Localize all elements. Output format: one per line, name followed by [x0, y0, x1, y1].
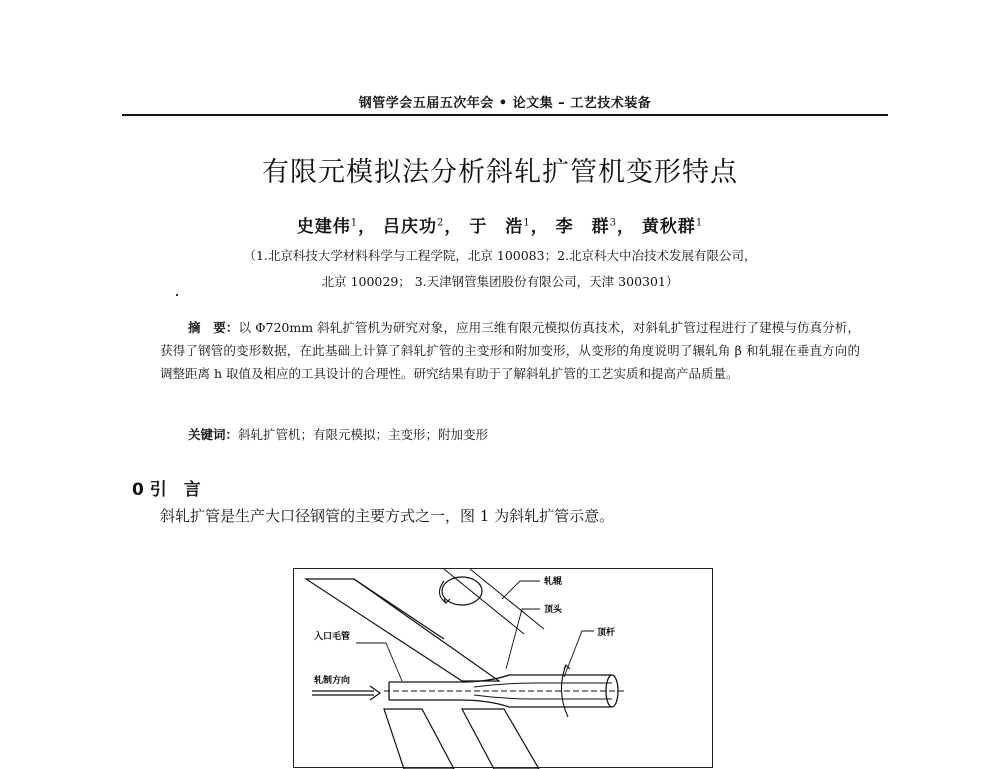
figure-drawing [294, 569, 714, 769]
author-name: 黄秋群 [641, 217, 696, 237]
author-separator: ， [444, 217, 463, 237]
author-affil-mark: 2 [437, 217, 445, 229]
label-roll: 轧辊 [544, 577, 563, 587]
author-separator: ， [358, 217, 377, 237]
running-header: 钢管学会五届五次年会 • 论文集 – 工艺技术装备 [358, 96, 652, 111]
author-separator: ， [530, 217, 549, 237]
affiliation-line-1: （1.北京科技大学材料科学与工程学院，北京 100083；2.北京科大中冶技术发展有限公司， [243, 248, 757, 263]
author-name: 李 群 [555, 217, 610, 237]
section-heading: 0 引 言 [132, 480, 201, 500]
author-affil-mark: 1 [695, 217, 704, 229]
figure-1 [293, 568, 713, 768]
author-separator: ， [616, 217, 635, 237]
paper-title: 有限元模拟法分析斜轧扩管机变形特点 [262, 157, 738, 188]
affiliation-line-2: 北京 100029； 3.天津钢管集团股份有限公司，天津 300301） [321, 274, 679, 289]
label-rolling-direction: 轧制方向 [314, 676, 351, 686]
keywords-label: 关键词： [188, 427, 239, 442]
plug-and-rod [384, 683, 624, 699]
abstract-label: 摘 要： [188, 320, 239, 335]
label-plug: 顶头 [544, 605, 563, 615]
section-body: 斜轧扩管是生产大口径钢管的主要方式之一，图 1 为斜轧扩管示意。 [160, 507, 615, 525]
label-inlet-tube: 入口毛管 [314, 632, 351, 642]
author-name: 于 浩 [469, 217, 524, 237]
author-name: 史建伟 [296, 217, 351, 237]
abstract-text: 以 Φ720mm 斜轧扩管机为研究对象，应用三维有限元模拟仿真技术，对斜轧扩管过程进行了建模与仿真分析，获得了钢管的变形数据，在此基础上计算了斜轧扩管的主变形和附加变形，从变形的角度说明了辗轧角 β 和轧辊在垂直方向的调整距离 h 取值及相应的工具设计的合理性。研究结果有助于了解斜轧扩管的工艺实质和提高产品质量。 [160, 320, 860, 381]
header-rule [122, 114, 888, 116]
author-affil-mark: 1 [523, 217, 531, 229]
author-affil-mark: 3 [609, 217, 617, 229]
author-affil-mark: 1 [350, 217, 359, 229]
label-rod: 顶杆 [597, 628, 616, 638]
author-list [0, 212, 1000, 237]
upper-roll [306, 579, 499, 681]
abstract [160, 316, 860, 385]
keywords-text: 斜轧扩管机；有限元模拟；主变形；附加变形 [238, 427, 489, 442]
stray-mark [176, 294, 178, 296]
lower-roll [384, 709, 539, 769]
rolling-direction-arrow [312, 686, 380, 700]
author-name: 吕庆功 [383, 217, 438, 237]
keywords [188, 425, 488, 443]
